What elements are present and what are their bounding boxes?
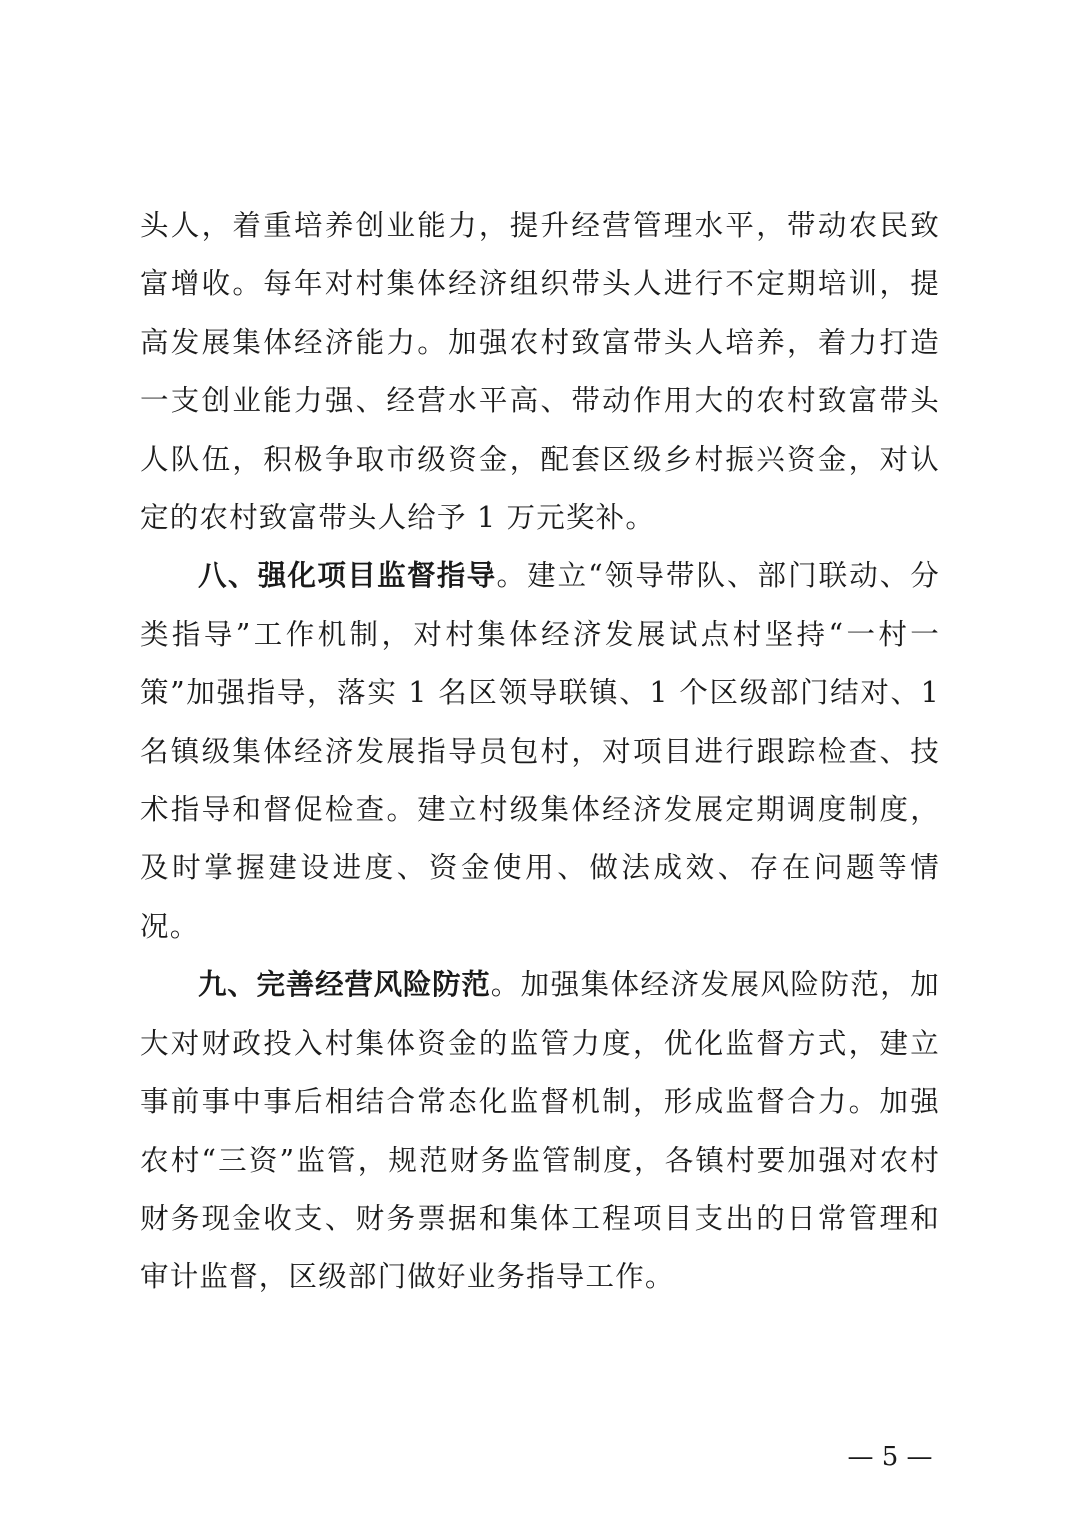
document-page bbox=[140, 197, 940, 1307]
paragraph-section-9 bbox=[140, 956, 940, 1306]
paragraph-text: 头人，着重培养创业能力，提升经营管理水平，带动农民致富增收。每年对村集体经济组织带头人进行不定期培训，提高发展集体经济能力。加强农村致富带头人培养，着力打造一支创业能力强、经营水平高、带动作用大的农村致富带头人队伍，积极争取市级资金，配套区级乡村振兴资金，对认定的农村致富带头人给予 1 万元奖补。 bbox=[140, 209, 940, 535]
paragraph-section-8 bbox=[140, 547, 940, 956]
paragraph-text: 。建立“领导带队、部门联动、分类指导”工作机制，对村集体经济发展试点村坚持“一村一策”加强指导，落实 1 名区领导联镇、1 个区级部门结对、1 名镇级集体经济发展指导员包村，对项目进行跟踪检查、技术指导和督促检查。建立村级集体经济发展定期调度制度，及时掌握建设进度、资金使用、做法成效、存在问题等情况。 bbox=[140, 559, 940, 943]
paragraph-text: 。加强集体经济发展风险防范，加大对财政投入村集体资金的监管力度，优化监督方式，建立事前事中事后相结合常态化监督机制，形成监督合力。加强农村“三资”监管，规范财务监管制度，各镇村要加强对农村财务现金收支、财务票据和集体工程项目支出的日常管理和审计监督，区级部门做好业务指导工作。 bbox=[140, 968, 940, 1294]
section-heading-8: 八、强化项目监督指导 bbox=[198, 559, 497, 593]
section-heading-9: 九、完善经营风险防范 bbox=[198, 968, 491, 1002]
paragraph-continuation bbox=[140, 197, 940, 547]
page-number: — 5 — bbox=[847, 1442, 933, 1472]
